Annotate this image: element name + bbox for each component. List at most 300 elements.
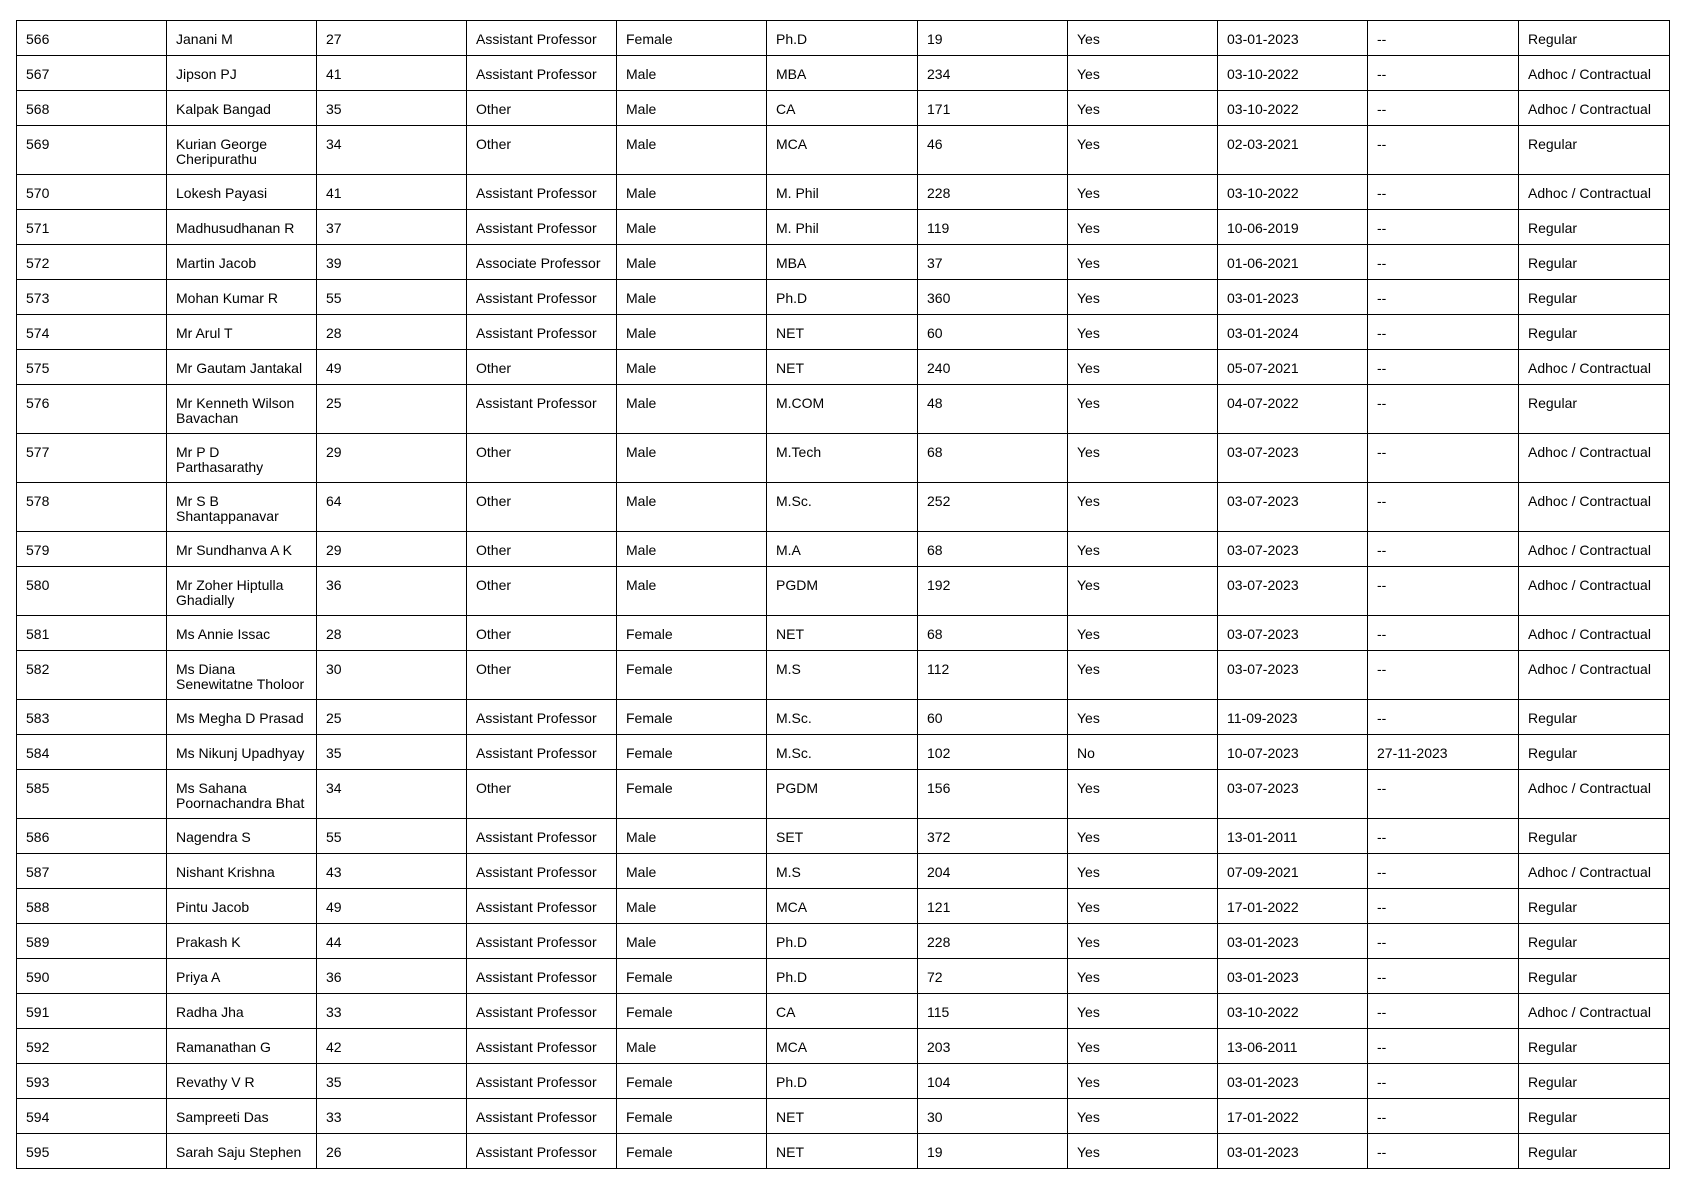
experience-months-cell: 240 <box>918 350 1068 385</box>
name-cell: Ms Diana Senewitatne Tholoor <box>167 651 317 700</box>
appointment-type-cell: Regular <box>1519 700 1670 735</box>
age-cell: 43 <box>317 854 467 889</box>
faculty-table <box>16 20 1670 1169</box>
experience-months-cell: 30 <box>918 1099 1068 1134</box>
age-cell: 41 <box>317 175 467 210</box>
name-cell: Lokesh Payasi <box>167 175 317 210</box>
table-row <box>17 854 1670 889</box>
designation-cell: Assistant Professor <box>467 924 617 959</box>
currently-working-cell: Yes <box>1068 819 1218 854</box>
leaving-date-cell: -- <box>1368 91 1519 126</box>
appointment-type-cell: Regular <box>1519 126 1670 175</box>
currently-working-cell: Yes <box>1068 854 1218 889</box>
currently-working-cell: Yes <box>1068 616 1218 651</box>
age-cell: 49 <box>317 889 467 924</box>
leaving-date-cell: -- <box>1368 245 1519 280</box>
appointment-type-cell: Regular <box>1519 385 1670 434</box>
name-cell: Mr Arul T <box>167 315 317 350</box>
gender-cell: Female <box>617 651 767 700</box>
appointment-type-cell: Regular <box>1519 735 1670 770</box>
age-cell: 55 <box>317 280 467 315</box>
qualification-cell: CA <box>767 91 918 126</box>
experience-months-cell: 102 <box>918 735 1068 770</box>
designation-cell: Other <box>467 651 617 700</box>
joining-date-cell: 17-01-2022 <box>1218 889 1368 924</box>
joining-date-cell: 03-10-2022 <box>1218 56 1368 91</box>
name-cell: Ms Nikunj Upadhyay <box>167 735 317 770</box>
name-cell: Mr Gautam Jantakal <box>167 350 317 385</box>
joining-date-cell: 03-10-2022 <box>1218 994 1368 1029</box>
appointment-type-cell: Regular <box>1519 924 1670 959</box>
appointment-type-cell: Adhoc / Contractual <box>1519 91 1670 126</box>
serial-number-cell: 569 <box>17 126 167 175</box>
leaving-date-cell: -- <box>1368 315 1519 350</box>
serial-number-cell: 583 <box>17 700 167 735</box>
age-cell: 36 <box>317 567 467 616</box>
age-cell: 33 <box>317 994 467 1029</box>
age-cell: 27 <box>317 21 467 56</box>
currently-working-cell: Yes <box>1068 91 1218 126</box>
table-row <box>17 532 1670 567</box>
leaving-date-cell: -- <box>1368 819 1519 854</box>
age-cell: 42 <box>317 1029 467 1064</box>
name-cell: Radha Jha <box>167 994 317 1029</box>
appointment-type-cell: Regular <box>1519 245 1670 280</box>
currently-working-cell: Yes <box>1068 959 1218 994</box>
currently-working-cell: Yes <box>1068 280 1218 315</box>
leaving-date-cell: -- <box>1368 994 1519 1029</box>
gender-cell: Male <box>617 854 767 889</box>
experience-months-cell: 204 <box>918 854 1068 889</box>
name-cell: Sarah Saju Stephen <box>167 1134 317 1169</box>
currently-working-cell: Yes <box>1068 567 1218 616</box>
joining-date-cell: 03-10-2022 <box>1218 91 1368 126</box>
leaving-date-cell: -- <box>1368 1134 1519 1169</box>
designation-cell: Assistant Professor <box>467 854 617 889</box>
experience-months-cell: 19 <box>918 1134 1068 1169</box>
currently-working-cell: Yes <box>1068 210 1218 245</box>
leaving-date-cell: -- <box>1368 924 1519 959</box>
designation-cell: Assistant Professor <box>467 1064 617 1099</box>
age-cell: 25 <box>317 700 467 735</box>
currently-working-cell: Yes <box>1068 175 1218 210</box>
currently-working-cell: Yes <box>1068 315 1218 350</box>
table-row <box>17 1134 1670 1169</box>
experience-months-cell: 192 <box>918 567 1068 616</box>
gender-cell: Female <box>617 770 767 819</box>
name-cell: Ms Annie Issac <box>167 616 317 651</box>
currently-working-cell: Yes <box>1068 770 1218 819</box>
joining-date-cell: 03-01-2023 <box>1218 21 1368 56</box>
name-cell: Ms Sahana Poornachandra Bhat <box>167 770 317 819</box>
age-cell: 35 <box>317 1064 467 1099</box>
joining-date-cell: 13-06-2011 <box>1218 1029 1368 1064</box>
experience-months-cell: 68 <box>918 616 1068 651</box>
appointment-type-cell: Adhoc / Contractual <box>1519 567 1670 616</box>
gender-cell: Male <box>617 567 767 616</box>
table-row <box>17 651 1670 700</box>
currently-working-cell: Yes <box>1068 1064 1218 1099</box>
joining-date-cell: 03-07-2023 <box>1218 532 1368 567</box>
designation-cell: Other <box>467 434 617 483</box>
appointment-type-cell: Adhoc / Contractual <box>1519 434 1670 483</box>
joining-date-cell: 03-07-2023 <box>1218 434 1368 483</box>
qualification-cell: SET <box>767 819 918 854</box>
qualification-cell: NET <box>767 1099 918 1134</box>
experience-months-cell: 360 <box>918 280 1068 315</box>
joining-date-cell: 13-01-2011 <box>1218 819 1368 854</box>
joining-date-cell: 17-01-2022 <box>1218 1099 1368 1134</box>
joining-date-cell: 03-07-2023 <box>1218 567 1368 616</box>
serial-number-cell: 572 <box>17 245 167 280</box>
age-cell: 36 <box>317 959 467 994</box>
joining-date-cell: 03-01-2023 <box>1218 280 1368 315</box>
experience-months-cell: 112 <box>918 651 1068 700</box>
qualification-cell: M. Phil <box>767 210 918 245</box>
currently-working-cell: Yes <box>1068 434 1218 483</box>
appointment-type-cell: Regular <box>1519 819 1670 854</box>
name-cell: Nishant Krishna <box>167 854 317 889</box>
table-row <box>17 889 1670 924</box>
gender-cell: Male <box>617 889 767 924</box>
gender-cell: Male <box>617 175 767 210</box>
age-cell: 37 <box>317 210 467 245</box>
qualification-cell: CA <box>767 994 918 1029</box>
designation-cell: Other <box>467 532 617 567</box>
gender-cell: Male <box>617 924 767 959</box>
leaving-date-cell: -- <box>1368 567 1519 616</box>
experience-months-cell: 19 <box>918 21 1068 56</box>
serial-number-cell: 594 <box>17 1099 167 1134</box>
name-cell: Ramanathan G <box>167 1029 317 1064</box>
appointment-type-cell: Regular <box>1519 889 1670 924</box>
age-cell: 26 <box>317 1134 467 1169</box>
name-cell: Ms Megha D Prasad <box>167 700 317 735</box>
qualification-cell: NET <box>767 315 918 350</box>
appointment-type-cell: Regular <box>1519 959 1670 994</box>
table-row <box>17 175 1670 210</box>
experience-months-cell: 115 <box>918 994 1068 1029</box>
leaving-date-cell: -- <box>1368 126 1519 175</box>
serial-number-cell: 573 <box>17 280 167 315</box>
designation-cell: Other <box>467 126 617 175</box>
table-row <box>17 56 1670 91</box>
experience-months-cell: 171 <box>918 91 1068 126</box>
leaving-date-cell: -- <box>1368 889 1519 924</box>
designation-cell: Other <box>467 350 617 385</box>
joining-date-cell: 10-07-2023 <box>1218 735 1368 770</box>
name-cell: Pintu Jacob <box>167 889 317 924</box>
serial-number-cell: 567 <box>17 56 167 91</box>
experience-months-cell: 37 <box>918 245 1068 280</box>
name-cell: Mr S B Shantappanavar <box>167 483 317 532</box>
age-cell: 39 <box>317 245 467 280</box>
experience-months-cell: 203 <box>918 1029 1068 1064</box>
designation-cell: Assistant Professor <box>467 175 617 210</box>
table-row <box>17 1099 1670 1134</box>
experience-months-cell: 46 <box>918 126 1068 175</box>
table-row <box>17 350 1670 385</box>
experience-months-cell: 234 <box>918 56 1068 91</box>
name-cell: Mohan Kumar R <box>167 280 317 315</box>
joining-date-cell: 11-09-2023 <box>1218 700 1368 735</box>
designation-cell: Assistant Professor <box>467 994 617 1029</box>
gender-cell: Male <box>617 532 767 567</box>
appointment-type-cell: Regular <box>1519 210 1670 245</box>
gender-cell: Female <box>617 959 767 994</box>
currently-working-cell: Yes <box>1068 385 1218 434</box>
currently-working-cell: Yes <box>1068 126 1218 175</box>
table-row <box>17 210 1670 245</box>
qualification-cell: M. Phil <box>767 175 918 210</box>
name-cell: Mr Zoher Hiptulla Ghadially <box>167 567 317 616</box>
table-row <box>17 21 1670 56</box>
qualification-cell: PGDM <box>767 567 918 616</box>
gender-cell: Female <box>617 616 767 651</box>
designation-cell: Assistant Professor <box>467 735 617 770</box>
joining-date-cell: 02-03-2021 <box>1218 126 1368 175</box>
currently-working-cell: Yes <box>1068 924 1218 959</box>
currently-working-cell: Yes <box>1068 651 1218 700</box>
leaving-date-cell: -- <box>1368 350 1519 385</box>
appointment-type-cell: Regular <box>1519 21 1670 56</box>
experience-months-cell: 60 <box>918 700 1068 735</box>
joining-date-cell: 03-01-2023 <box>1218 959 1368 994</box>
age-cell: 25 <box>317 385 467 434</box>
qualification-cell: NET <box>767 350 918 385</box>
experience-months-cell: 104 <box>918 1064 1068 1099</box>
serial-number-cell: 589 <box>17 924 167 959</box>
name-cell: Sampreeti Das <box>167 1099 317 1134</box>
appointment-type-cell: Adhoc / Contractual <box>1519 483 1670 532</box>
serial-number-cell: 577 <box>17 434 167 483</box>
leaving-date-cell: -- <box>1368 280 1519 315</box>
designation-cell: Assistant Professor <box>467 385 617 434</box>
gender-cell: Male <box>617 56 767 91</box>
gender-cell: Male <box>617 245 767 280</box>
leaving-date-cell: -- <box>1368 56 1519 91</box>
name-cell: Jipson PJ <box>167 56 317 91</box>
name-cell: Madhusudhanan R <box>167 210 317 245</box>
leaving-date-cell: -- <box>1368 1099 1519 1134</box>
leaving-date-cell: -- <box>1368 434 1519 483</box>
qualification-cell: M.S <box>767 651 918 700</box>
designation-cell: Assistant Professor <box>467 1099 617 1134</box>
leaving-date-cell: -- <box>1368 770 1519 819</box>
experience-months-cell: 372 <box>918 819 1068 854</box>
age-cell: 29 <box>317 532 467 567</box>
gender-cell: Male <box>617 91 767 126</box>
designation-cell: Assistant Professor <box>467 56 617 91</box>
leaving-date-cell: -- <box>1368 532 1519 567</box>
appointment-type-cell: Adhoc / Contractual <box>1519 770 1670 819</box>
currently-working-cell: Yes <box>1068 700 1218 735</box>
designation-cell: Assistant Professor <box>467 819 617 854</box>
appointment-type-cell: Adhoc / Contractual <box>1519 616 1670 651</box>
currently-working-cell: Yes <box>1068 350 1218 385</box>
age-cell: 49 <box>317 350 467 385</box>
serial-number-cell: 580 <box>17 567 167 616</box>
qualification-cell: MCA <box>767 1029 918 1064</box>
age-cell: 35 <box>317 735 467 770</box>
qualification-cell: MCA <box>767 126 918 175</box>
experience-months-cell: 121 <box>918 889 1068 924</box>
table-row <box>17 280 1670 315</box>
leaving-date-cell: -- <box>1368 700 1519 735</box>
name-cell: Mr Kenneth Wilson Bavachan <box>167 385 317 434</box>
serial-number-cell: 587 <box>17 854 167 889</box>
appointment-type-cell: Adhoc / Contractual <box>1519 532 1670 567</box>
designation-cell: Assistant Professor <box>467 1029 617 1064</box>
currently-working-cell: Yes <box>1068 889 1218 924</box>
name-cell: Revathy V R <box>167 1064 317 1099</box>
serial-number-cell: 581 <box>17 616 167 651</box>
currently-working-cell: Yes <box>1068 21 1218 56</box>
currently-working-cell: No <box>1068 735 1218 770</box>
name-cell: Kalpak Bangad <box>167 91 317 126</box>
gender-cell: Male <box>617 1029 767 1064</box>
experience-months-cell: 228 <box>918 175 1068 210</box>
designation-cell: Other <box>467 567 617 616</box>
appointment-type-cell: Adhoc / Contractual <box>1519 175 1670 210</box>
experience-months-cell: 68 <box>918 532 1068 567</box>
appointment-type-cell: Regular <box>1519 1099 1670 1134</box>
designation-cell: Other <box>467 483 617 532</box>
appointment-type-cell: Regular <box>1519 315 1670 350</box>
serial-number-cell: 590 <box>17 959 167 994</box>
qualification-cell: M.Sc. <box>767 483 918 532</box>
gender-cell: Female <box>617 1064 767 1099</box>
age-cell: 33 <box>317 1099 467 1134</box>
age-cell: 30 <box>317 651 467 700</box>
designation-cell: Assistant Professor <box>467 315 617 350</box>
leaving-date-cell: -- <box>1368 959 1519 994</box>
gender-cell: Male <box>617 280 767 315</box>
qualification-cell: Ph.D <box>767 1064 918 1099</box>
serial-number-cell: 586 <box>17 819 167 854</box>
age-cell: 55 <box>317 819 467 854</box>
appointment-type-cell: Regular <box>1519 1134 1670 1169</box>
age-cell: 29 <box>317 434 467 483</box>
currently-working-cell: Yes <box>1068 1099 1218 1134</box>
designation-cell: Assistant Professor <box>467 21 617 56</box>
qualification-cell: MBA <box>767 56 918 91</box>
joining-date-cell: 03-01-2023 <box>1218 1134 1368 1169</box>
currently-working-cell: Yes <box>1068 483 1218 532</box>
table-row <box>17 819 1670 854</box>
serial-number-cell: 592 <box>17 1029 167 1064</box>
gender-cell: Female <box>617 21 767 56</box>
experience-months-cell: 156 <box>918 770 1068 819</box>
age-cell: 44 <box>317 924 467 959</box>
serial-number-cell: 591 <box>17 994 167 1029</box>
leaving-date-cell: -- <box>1368 616 1519 651</box>
table-row <box>17 483 1670 532</box>
gender-cell: Male <box>617 210 767 245</box>
experience-months-cell: 72 <box>918 959 1068 994</box>
qualification-cell: M.Tech <box>767 434 918 483</box>
designation-cell: Assistant Professor <box>467 889 617 924</box>
age-cell: 35 <box>317 91 467 126</box>
table-row <box>17 245 1670 280</box>
leaving-date-cell: -- <box>1368 854 1519 889</box>
gender-cell: Male <box>617 385 767 434</box>
leaving-date-cell: -- <box>1368 483 1519 532</box>
gender-cell: Male <box>617 126 767 175</box>
joining-date-cell: 04-07-2022 <box>1218 385 1368 434</box>
qualification-cell: M.Sc. <box>767 735 918 770</box>
serial-number-cell: 571 <box>17 210 167 245</box>
appointment-type-cell: Adhoc / Contractual <box>1519 854 1670 889</box>
age-cell: 34 <box>317 126 467 175</box>
age-cell: 28 <box>317 315 467 350</box>
qualification-cell: MBA <box>767 245 918 280</box>
qualification-cell: Ph.D <box>767 21 918 56</box>
table-row <box>17 700 1670 735</box>
qualification-cell: PGDM <box>767 770 918 819</box>
experience-months-cell: 48 <box>918 385 1068 434</box>
joining-date-cell: 03-07-2023 <box>1218 770 1368 819</box>
designation-cell: Assistant Professor <box>467 280 617 315</box>
gender-cell: Male <box>617 350 767 385</box>
serial-number-cell: 568 <box>17 91 167 126</box>
qualification-cell: M.A <box>767 532 918 567</box>
serial-number-cell: 588 <box>17 889 167 924</box>
joining-date-cell: 03-01-2023 <box>1218 924 1368 959</box>
qualification-cell: M.Sc. <box>767 700 918 735</box>
table-row <box>17 1029 1670 1064</box>
serial-number-cell: 570 <box>17 175 167 210</box>
gender-cell: Male <box>617 434 767 483</box>
name-cell: Mr P D Parthasarathy <box>167 434 317 483</box>
name-cell: Prakash K <box>167 924 317 959</box>
appointment-type-cell: Adhoc / Contractual <box>1519 350 1670 385</box>
experience-months-cell: 228 <box>918 924 1068 959</box>
designation-cell: Other <box>467 616 617 651</box>
serial-number-cell: 593 <box>17 1064 167 1099</box>
gender-cell: Male <box>617 315 767 350</box>
designation-cell: Assistant Professor <box>467 1134 617 1169</box>
age-cell: 28 <box>317 616 467 651</box>
appointment-type-cell: Adhoc / Contractual <box>1519 994 1670 1029</box>
leaving-date-cell: -- <box>1368 175 1519 210</box>
experience-months-cell: 60 <box>918 315 1068 350</box>
serial-number-cell: 585 <box>17 770 167 819</box>
qualification-cell: MCA <box>767 889 918 924</box>
leaving-date-cell: -- <box>1368 385 1519 434</box>
appointment-type-cell: Adhoc / Contractual <box>1519 56 1670 91</box>
name-cell: Nagendra S <box>167 819 317 854</box>
currently-working-cell: Yes <box>1068 1029 1218 1064</box>
currently-working-cell: Yes <box>1068 56 1218 91</box>
name-cell: Mr Sundhanva A K <box>167 532 317 567</box>
table-row <box>17 924 1670 959</box>
qualification-cell: NET <box>767 1134 918 1169</box>
serial-number-cell: 576 <box>17 385 167 434</box>
table-row <box>17 735 1670 770</box>
gender-cell: Female <box>617 1134 767 1169</box>
age-cell: 41 <box>317 56 467 91</box>
table-row <box>17 959 1670 994</box>
designation-cell: Assistant Professor <box>467 700 617 735</box>
name-cell: Janani M <box>167 21 317 56</box>
appointment-type-cell: Regular <box>1519 280 1670 315</box>
joining-date-cell: 03-07-2023 <box>1218 651 1368 700</box>
joining-date-cell: 01-06-2021 <box>1218 245 1368 280</box>
gender-cell: Female <box>617 700 767 735</box>
experience-months-cell: 68 <box>918 434 1068 483</box>
leaving-date-cell: -- <box>1368 1029 1519 1064</box>
